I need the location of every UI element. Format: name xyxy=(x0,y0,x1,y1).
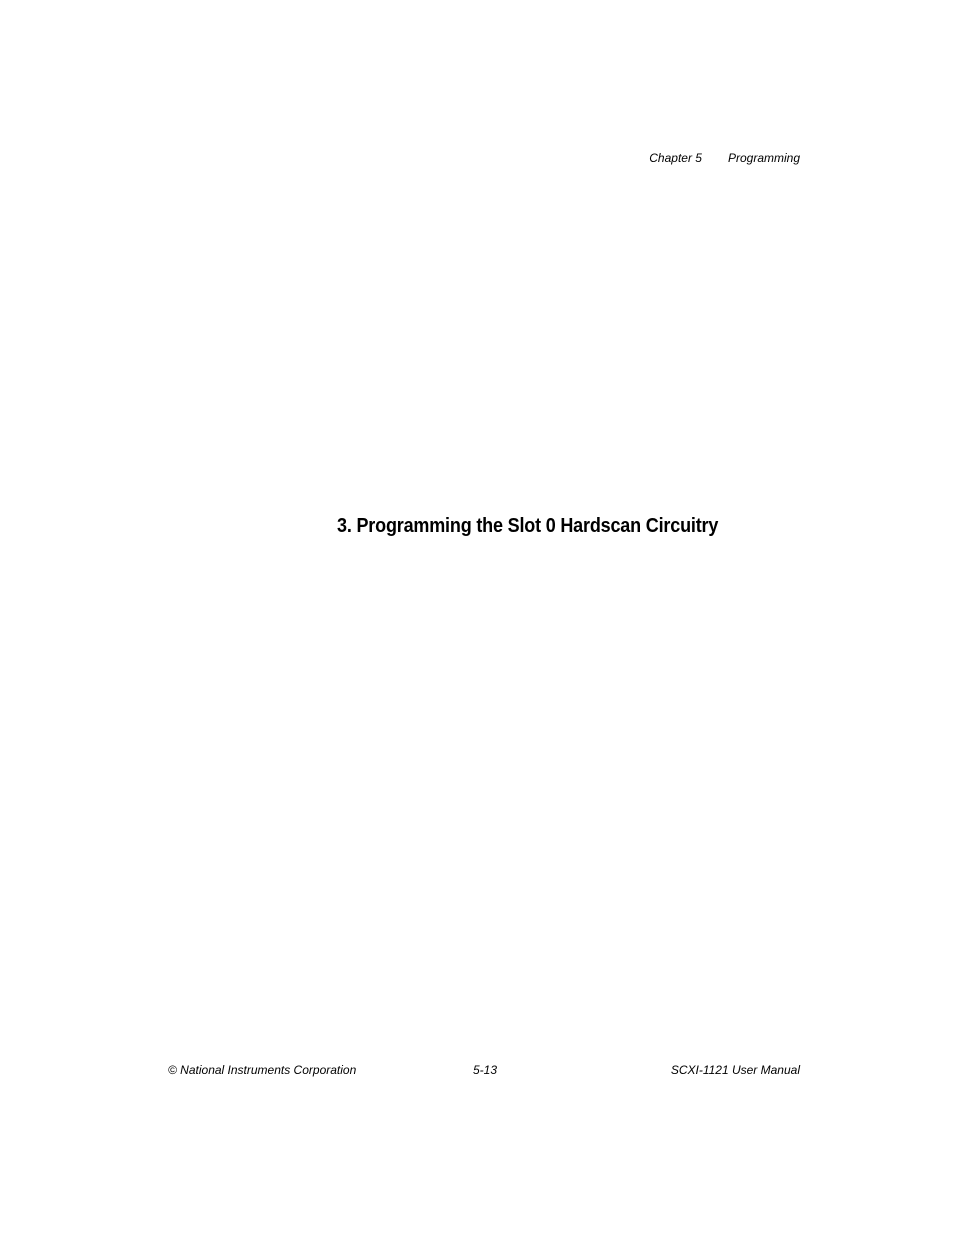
footer-manual-title: SCXI-1121 User Manual xyxy=(670,1063,800,1077)
header-chapter: Chapter 5 xyxy=(649,151,702,165)
header-section: Programming xyxy=(727,151,800,165)
step-heading: 3. Programming the Slot 0 Hardscan Circuitry xyxy=(337,515,719,537)
footer-copyright: © National Instruments Corporation xyxy=(168,1063,357,1077)
footer-page-number: 5-13 xyxy=(473,1063,498,1077)
running-header xyxy=(649,150,800,166)
